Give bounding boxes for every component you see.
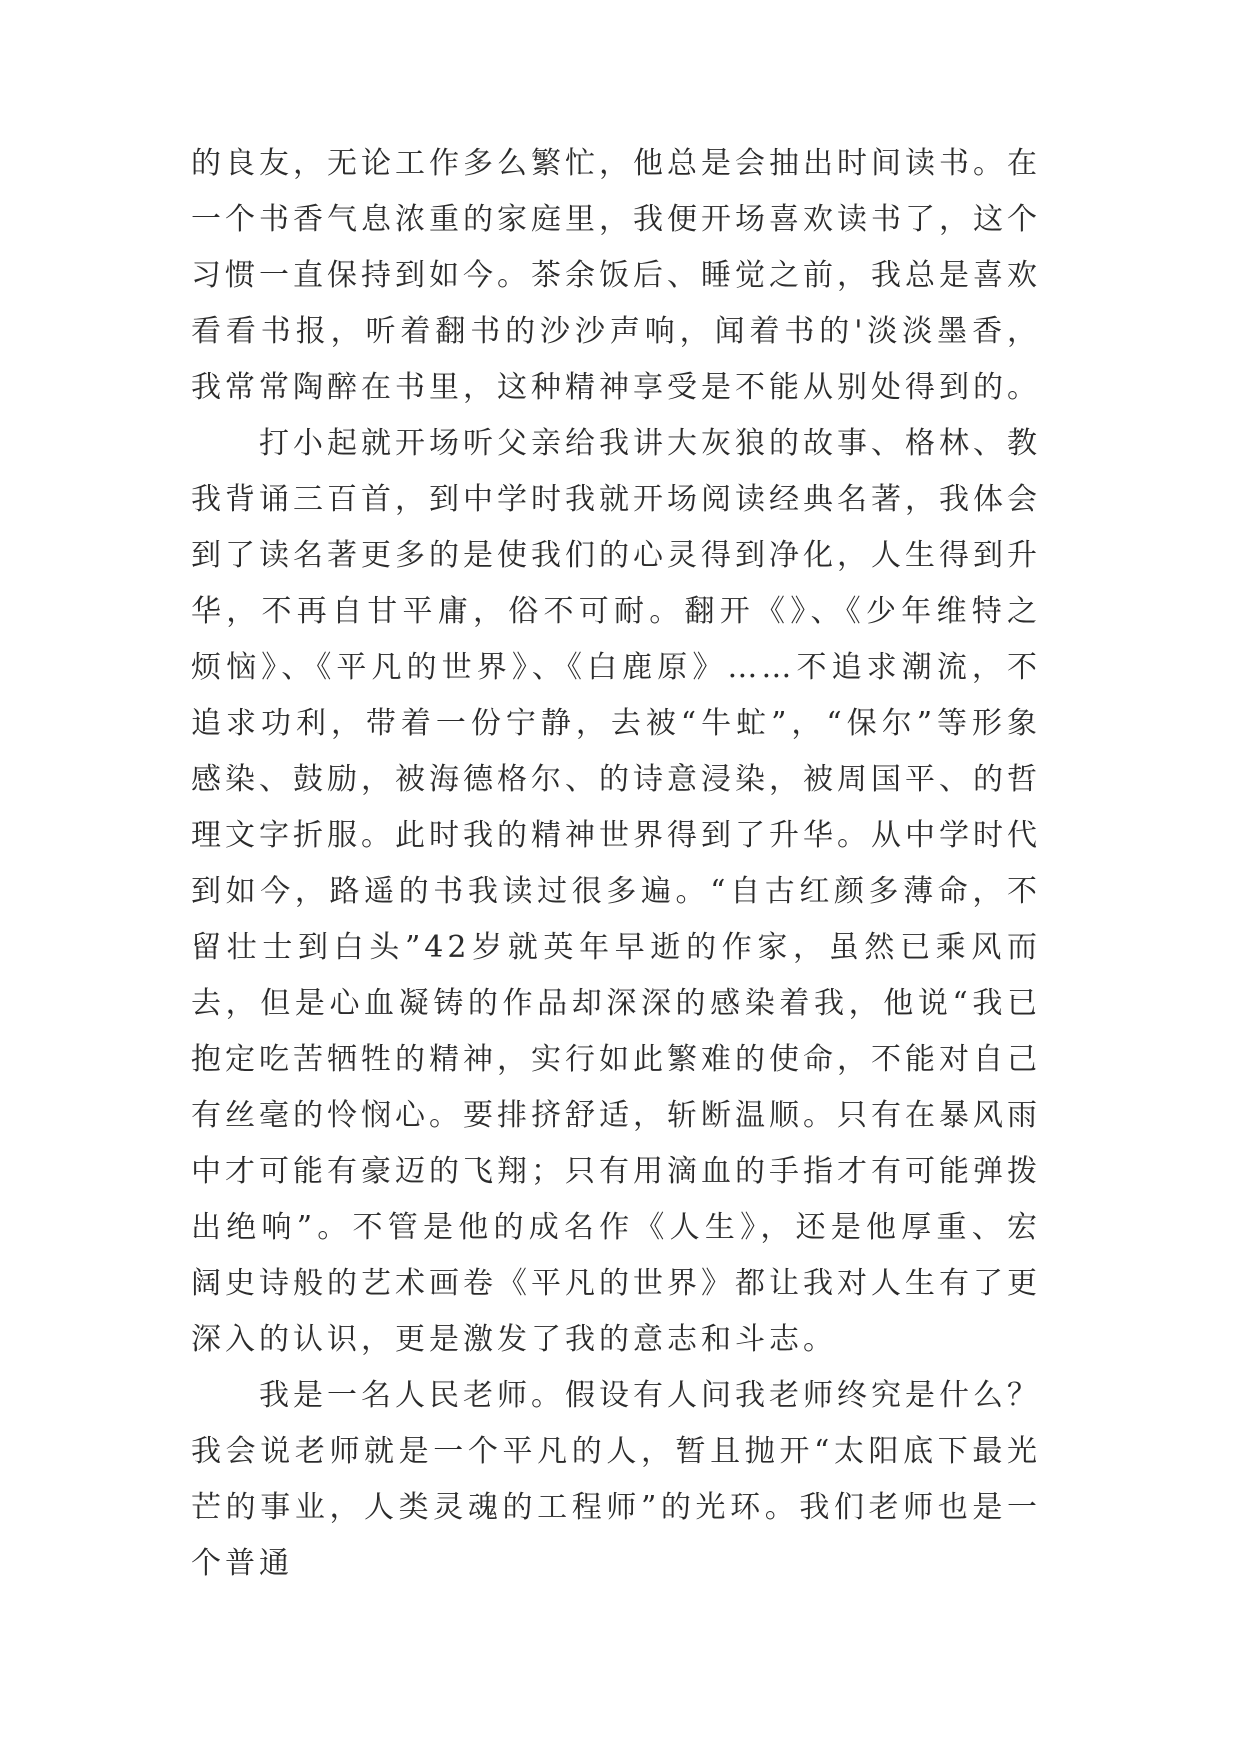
document-body (191, 136, 1041, 1592)
paragraph-2: 打小起就开场听父亲给我讲大灰狼的故事、格林、教我背诵三百首，到中学时我就开场阅读经典名著，我体会到了读名著更多的是使我们的心灵得到净化，人生得到升华，不再自甘平庸，俗不可耐。翻开《》、《少年维特之烦恼》、《平凡的世界》、《白鹿原》……不追求潮流，不追求功利，带着一份宁静，去被“牛虻”，“保尔”等形象感染、鼓励，被海德格尔、的诗意浸染，被周国平、的哲理文字折服。此时我的精神世界得到了升华。从中学时代到如今，路遥的书我读过很多遍。“自古红颜多薄命，不留壮士到白头”42岁就英年早逝的作家，虽然已乘风而去，但是心血凝铸的作品却深深的感染着我，他说“我已抱定吃苦牺牲的精神，实行如此繁难的使命，不能对自己有丝毫的怜悯心。要排挤舒适，斩断温顺。只有在暴风雨中才可能有豪迈的飞翔；只有用滴血的手指才有可能弹拨出绝响”。不管是他的成名作《人生》，还是他厚重、宏阔史诗般的艺术画卷《平凡的世界》都让我对人生有了更深入的认识，更是激发了我的意志和斗志。 (191, 426, 1041, 1357)
paragraph-3: 我是一名人民老师。假设有人问我老师终究是什么？我会说老师就是一个平凡的人，暂且抛开“太阳底下最光芒的事业，人类灵魂的工程师”的光环。我们老师也是一个普通 (191, 1378, 1041, 1581)
paragraph-1: 的良友，无论工作多么繁忙，他总是会抽出时间读书。在一个书香气息浓重的家庭里，我便开场喜欢读书了，这个习惯一直保持到如今。茶余饭后、睡觉之前，我总是喜欢看看书报，听着翻书的沙沙声响，闻着书的'淡淡墨香，我常常陶醉在书里，这种精神享受是不能从别处得到的。 (191, 146, 1041, 405)
